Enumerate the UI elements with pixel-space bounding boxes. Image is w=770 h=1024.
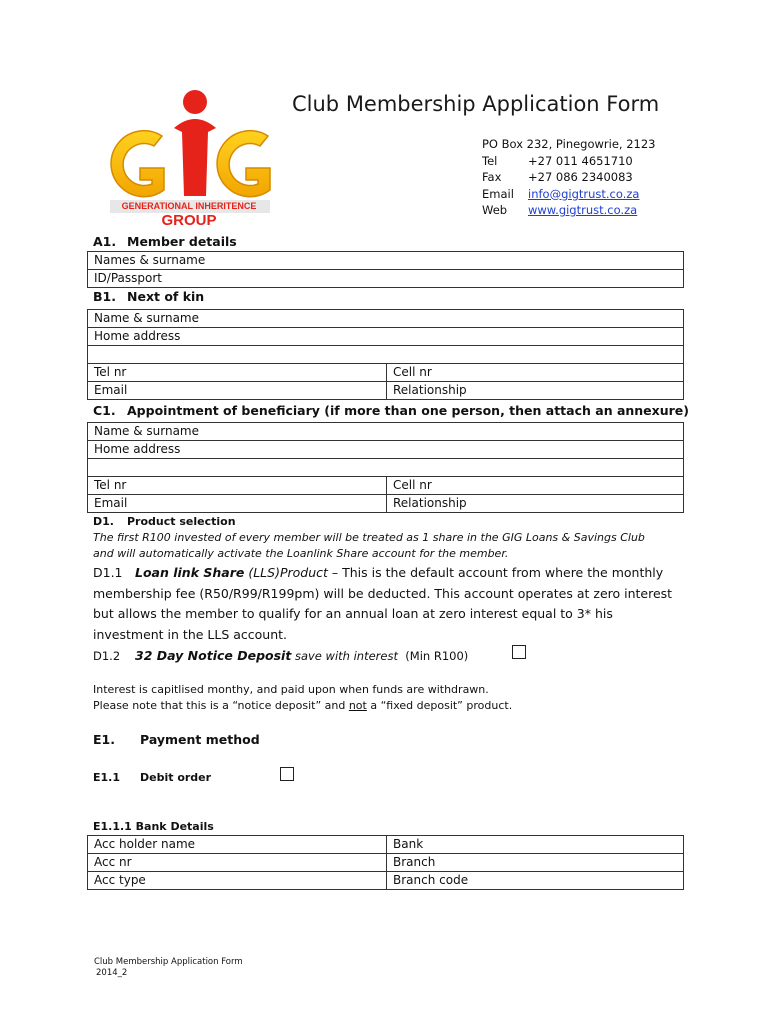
section-c1-number: C1. bbox=[93, 403, 116, 418]
debit-order-checkbox[interactable] bbox=[280, 767, 294, 781]
d1-1-line3: but allows the member to qualify for an annual loan at zero interest equal to 3* his bbox=[93, 606, 613, 621]
section-e1-number: E1. bbox=[93, 732, 115, 747]
bank-details-table bbox=[87, 835, 684, 890]
d1-note-not: not bbox=[348, 699, 367, 712]
beneficiary-cell-field[interactable]: Cell nr bbox=[387, 477, 684, 495]
beneficiary-name-field[interactable]: Name & surname bbox=[88, 423, 684, 441]
kin-address-field[interactable]: Home address bbox=[88, 328, 684, 346]
d1-1-product-suffix: (LLS)Product bbox=[244, 565, 328, 580]
section-d1-title: Product selection bbox=[127, 515, 236, 528]
page-title: Club Membership Application Form bbox=[292, 92, 660, 116]
branch-code-field[interactable]: Branch code bbox=[387, 872, 684, 890]
bank-details-heading: E1.1.1 Bank Details bbox=[93, 820, 214, 833]
contact-block bbox=[482, 136, 656, 219]
section-a1-number: A1. bbox=[93, 234, 117, 249]
email-link[interactable]: info@gigtrust.co.za bbox=[528, 186, 640, 201]
web-link[interactable]: www.gigtrust.co.za bbox=[528, 203, 638, 217]
footer bbox=[94, 957, 243, 979]
member-names-field[interactable]: Names & surname bbox=[88, 252, 684, 270]
web-label: Web bbox=[482, 203, 508, 217]
beneficiary-tel-field[interactable]: Tel nr bbox=[88, 477, 387, 495]
e1-1-title: Debit order bbox=[140, 771, 212, 784]
tel-value: +27 011 4651710 bbox=[528, 153, 633, 168]
d1-1-product-name: Loan link Share bbox=[135, 565, 245, 580]
next-of-kin-table bbox=[87, 309, 684, 400]
section-c1-title: Appointment of beneficiary (if more than one person, then attach an annexure) bbox=[127, 403, 689, 418]
tel-label: Tel bbox=[482, 153, 498, 168]
d1-intro-line1: The first R100 invested of every member will be treated as 1 share in the GIG Loans & Savings Club bbox=[93, 531, 645, 544]
d1-2-product bbox=[93, 648, 468, 663]
e1-1-number: E1.1 bbox=[93, 771, 121, 784]
d1-intro bbox=[93, 530, 645, 562]
branch-field[interactable]: Branch bbox=[387, 854, 684, 872]
section-b1-title: Next of kin bbox=[127, 289, 205, 304]
d1-1-number: D1.1 bbox=[93, 565, 123, 580]
d1-1-line4: investment in the LLS account. bbox=[93, 626, 288, 642]
d1-2-product-name: 32 Day Notice Deposit bbox=[135, 648, 292, 663]
d1-2-checkbox[interactable] bbox=[512, 645, 526, 659]
section-e1-heading bbox=[93, 732, 260, 747]
section-b1-heading bbox=[93, 289, 204, 304]
e1-1-heading bbox=[93, 771, 211, 784]
section-a1-title: Member details bbox=[127, 234, 237, 249]
beneficiary-address-line2[interactable] bbox=[88, 459, 684, 477]
logo-line2: GROUP bbox=[161, 212, 217, 229]
section-e1-title: Payment method bbox=[140, 732, 260, 747]
d1-notes bbox=[93, 682, 512, 714]
d1-1-line1: – This is the default account from where the monthly bbox=[327, 565, 664, 580]
acc-holder-field[interactable]: Acc holder name bbox=[88, 836, 387, 854]
email-label: Email bbox=[482, 186, 514, 201]
section-d1-number: D1. bbox=[93, 515, 114, 528]
gig-logo bbox=[92, 88, 282, 236]
kin-address-line2[interactable] bbox=[88, 346, 684, 364]
fax-label: Fax bbox=[482, 170, 502, 184]
d1-note-line2a: Please note that this is a “notice deposit” and bbox=[93, 699, 349, 712]
footer-line2: 2014_2 bbox=[96, 968, 128, 978]
d1-note-line1: Interest is capitlised monthy, and paid upon when funds are withdrawn. bbox=[93, 683, 489, 696]
d1-2-minimum: (Min R100) bbox=[405, 649, 469, 663]
section-c1-heading bbox=[93, 403, 689, 418]
logo-line1: GENERATIONAL INHERITENCE bbox=[121, 201, 257, 211]
d1-2-number: D1.2 bbox=[93, 649, 121, 663]
member-details-table bbox=[87, 251, 684, 288]
section-b1-number: B1. bbox=[93, 289, 116, 304]
beneficiary-table bbox=[87, 422, 684, 513]
section-d1-heading bbox=[93, 515, 236, 528]
kin-tel-field[interactable]: Tel nr bbox=[88, 364, 387, 382]
kin-relationship-field[interactable]: Relationship bbox=[387, 382, 684, 400]
beneficiary-email-field[interactable]: Email bbox=[88, 495, 387, 513]
d1-intro-line2: and will automatically activate the Loanlink Share account for the member. bbox=[93, 547, 509, 560]
beneficiary-address-field[interactable]: Home address bbox=[88, 441, 684, 459]
contact-address: PO Box 232, Pinegowrie, 2123 bbox=[482, 137, 656, 151]
footer-line1: Club Membership Application Form bbox=[94, 957, 243, 967]
acc-type-field[interactable]: Acc type bbox=[88, 872, 387, 890]
fax-value: +27 086 2340083 bbox=[528, 170, 633, 184]
section-a1-heading bbox=[93, 234, 237, 249]
acc-nr-field[interactable]: Acc nr bbox=[88, 854, 387, 872]
d1-1-product bbox=[93, 563, 693, 645]
kin-email-field[interactable]: Email bbox=[88, 382, 387, 400]
d1-note-line2c: a “fixed deposit” product. bbox=[366, 699, 513, 712]
beneficiary-relationship-field[interactable]: Relationship bbox=[387, 495, 684, 513]
member-id-field[interactable]: ID/Passport bbox=[88, 270, 684, 288]
kin-name-field[interactable]: Name & surname bbox=[88, 310, 684, 328]
d1-2-product-suffix: save with interest bbox=[291, 649, 398, 663]
bank-field[interactable]: Bank bbox=[387, 836, 684, 854]
kin-cell-field[interactable]: Cell nr bbox=[387, 364, 684, 382]
d1-1-line2: membership fee (R50/R99/R199pm) will be deducted. This account operates at zero interest bbox=[93, 585, 673, 601]
